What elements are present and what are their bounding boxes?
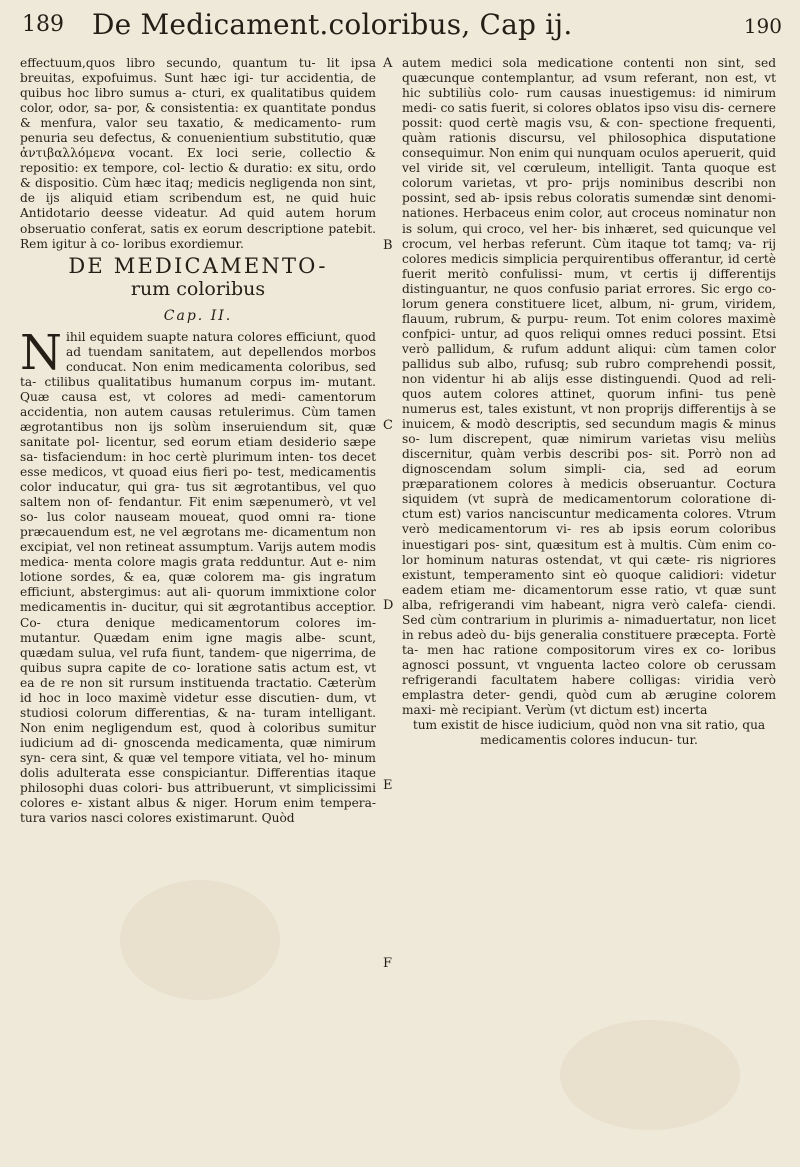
running-title: De Medicament.coloribus, Cap ij. <box>92 8 573 41</box>
margin-letter: D <box>383 598 394 613</box>
margin-letter: A <box>383 56 393 71</box>
margin-letter: C <box>383 418 393 433</box>
chapter-heading: DE MEDICAMENTO- <box>68 253 328 278</box>
running-header <box>22 6 782 46</box>
left-column <box>20 56 376 826</box>
paragraph: autem medici sola medicatione contenti non sint, sed quæcunque contemplantur, ad vsum referant, non est, vt hic subtiliùs colo- rum causas inuestigemus: id nimirum medi- co satis fuerit, si colores oblatos ipso visu dis- cernere possit: quod certè magis vsu, & con- spectione frequenti, quàm rationis discursu, vel philosophica disputatione consequimur. Non enim qui nunquam oculos aperuerit, quid vel viride sit, vel cœruleum, intelligit. Tanta quoque est colorum varietas, vt pro- prijs nominibus describi non possint, sed ab- ipsis rebus coloratis sumendæ sint denomi- nationes. Herbaceus enim color, aut croceus nominatur non is solum, qui croco, vel her- bis inhæret, sed quicunque vel crocum, vel herbas referunt. Cùm itaque tot tamq; va- rij colores medicis simplicia perquirentibus offerantur, id certè fuerit meritò confulissi- mum, vt certis ij differentijs distinguantur, ne quos confusio pariat errores. Sic ergo co- lorum genera constituere licet, album, ni- grum, viridem, flauum, rubrum, & purpu- reum. Tot enim colores maximè confpici- untur, ad quos reliqui omnes reduci possint. Etsi verò pallidum, & rufum addunt aliqui: cùm tamen color pallidus sub albo, rufusq; sub rubro comprehendi possit, non videntur hi ab alijs esse distinguendi. Quod ad reli- quos autem colores attinet, quorum infini- tus penè numerus est, tales existunt, vt non proprijs differentijs à se inuicem, & modò descriptis, sed secundum magis & minus so- lum discrepent, quæ nimirum varietas visu meliùs discernitur, quàm verbis describi pos- sit. Porrò non ad dignoscendam solum simpli- cia, sed ad eorum præparationem colores à medicis obseruantur. Coctura siquidem (vt suprà de medicamentorum coloratione di- ctum est) varios nanciscuntur medicamenta colores. Vtrum verò medicamentorum vi- res ab ipsis eorum coloribus inuestigari pos- sint, quæsitum est à multis. Cùm enim co- lor hominum naturas ostendat, vt qui cæte- ris nigriores existunt, temperamento sint eò quoque calidiori: videtur eadem etiam me- dicamentorum esse ratio, vt quæ sunt alba, refrigerandi vim habeant, nigra verò calefa- ciendi. Sed cùm contrarium in plurimis a- nimaduertatur, non licet in rebus adeò du- bijs generalia constituere præcepta. Fortè ta- men hac ratione compositorum vires ex co- loribus agnosci possunt, vt vnguenta lacteo colore ob cerussam refrigerandi facultatem habere colligas: viridia verò emplastra deter- gendi, quòd cum ab ærugine colorem maxi- mè recipiant. Verùm (vt dictum est) incerta <box>402 56 776 718</box>
paper-stain <box>560 1020 740 1130</box>
margin-letter: E <box>383 778 393 793</box>
margin-letter: F <box>383 956 393 971</box>
chapter-number: Cap. II. <box>163 307 233 324</box>
page-number-left: 189 <box>22 12 64 37</box>
chapter-subheading: rum coloribus <box>130 277 266 300</box>
margin-letter: B <box>383 238 393 253</box>
paragraph: effectuum,quos libro secundo, quantum tu- lit ipsa breuitas, expofuimus. Sunt hæc igi- tur accidentia, de quibus hoc libro sumus a- cturi, ex qualitatibus quidem color, odor, sa- por, & consistentia: ex quantitate pondus & menfura, valor seu taxatio, & medicamento- rum penuria seu defectus, & conuenientium substitutio, quæ ἀντιβαλλόμενα vocant. Ex loci serie, collectio & repositio: ex tempore, col- lectio & duratio: ex situ, ordo & dispositio. Cùm hæc itaq; medicis negligenda non sint, de ijs aliquid etiam scribendum est, ne quid huic Antidotario deesse videatur. Ad quid autem horum obseruatio conferat, satis ex eorum descriptione patebit. Rem igitur à co- loribus exordiemur. <box>20 56 376 251</box>
paper-stain <box>120 880 280 1000</box>
paragraph <box>20 324 376 827</box>
right-column <box>402 56 776 748</box>
drop-cap: N <box>20 324 62 381</box>
page-number-right: 190 <box>743 14 782 38</box>
paragraph-text: ihil equidem suapte natura colores efficiunt, quod ad tuendam sanitatem, aut depellendos morbos conducat. Non enim medicamenta coloribus, sed ta- ctilibus qualitatibus humanum corpus im- mutant. Quæ causa est, vt colores ad medi- camentorum accidentia, non autem causas retulerimus. Cùm tamen ægrotantibus non ijs solùm inseruiendum sit, quæ sanitate pol- licentur, sed eorum etiam desiderio sæpe sa- tisfaciendum: in hoc certè plurimum inten- tos decet esse medicos, vt quoad eius fieri po- test, medicamentis color inducatur, qui gra- tus sit ægrotantibus, vel quo saltem non of- fendantur. Fit enim sæpenumerò, vt vel so- lus color nauseam moueat, quod omni ra- tione præcauendum est, ne vel ægrotans me- dicamentum non excipiat, vel non retineat assumptum. Varijs autem modis medica- menta colore magis grata redduntur. Aut e- nim lotione sordes, & ea, quæ colorem ma- gis ingratum efficiunt, abstergimus: aut ali- quorum immixtione color medicamentis in- ducitur, qui sit ægrotantibus acceptior. Co- ctura denique medicamentorum colores im- mutantur. Quædam enim igne magis albe- scunt, quædam sulua, vel rufa fiunt, tandem- que nigerrima, de quibus supra capite de co- loratione satis actum est, vt ea de re non sit rursum instituenda tractatio. Cæterùm id hoc in loco maximè videtur esse discutien- dum, vt studiosi colorum differentias, & na- turam intelligant. Non enim negligendum est, quod à coloribus sumitur iudicium ad di- gnoscenda medicamenta, quæ nimirum syn- cera sint, & quæ vel tempore vitiata, vel ho- minum dolis adulterata esse conspiciantur. Differentias itaque philosophi duas colori- bus attribuerunt, vt simplicissimi colores e- xistant albus & niger. Horum enim tempera- tura varios nasci colores existimarunt. Quòd <box>20 329 376 826</box>
closing-paragraph: tum existit de hisce iudicium, quòd non vna sit ratio, qua medicamentis colores inducun- tur. <box>412 718 766 748</box>
